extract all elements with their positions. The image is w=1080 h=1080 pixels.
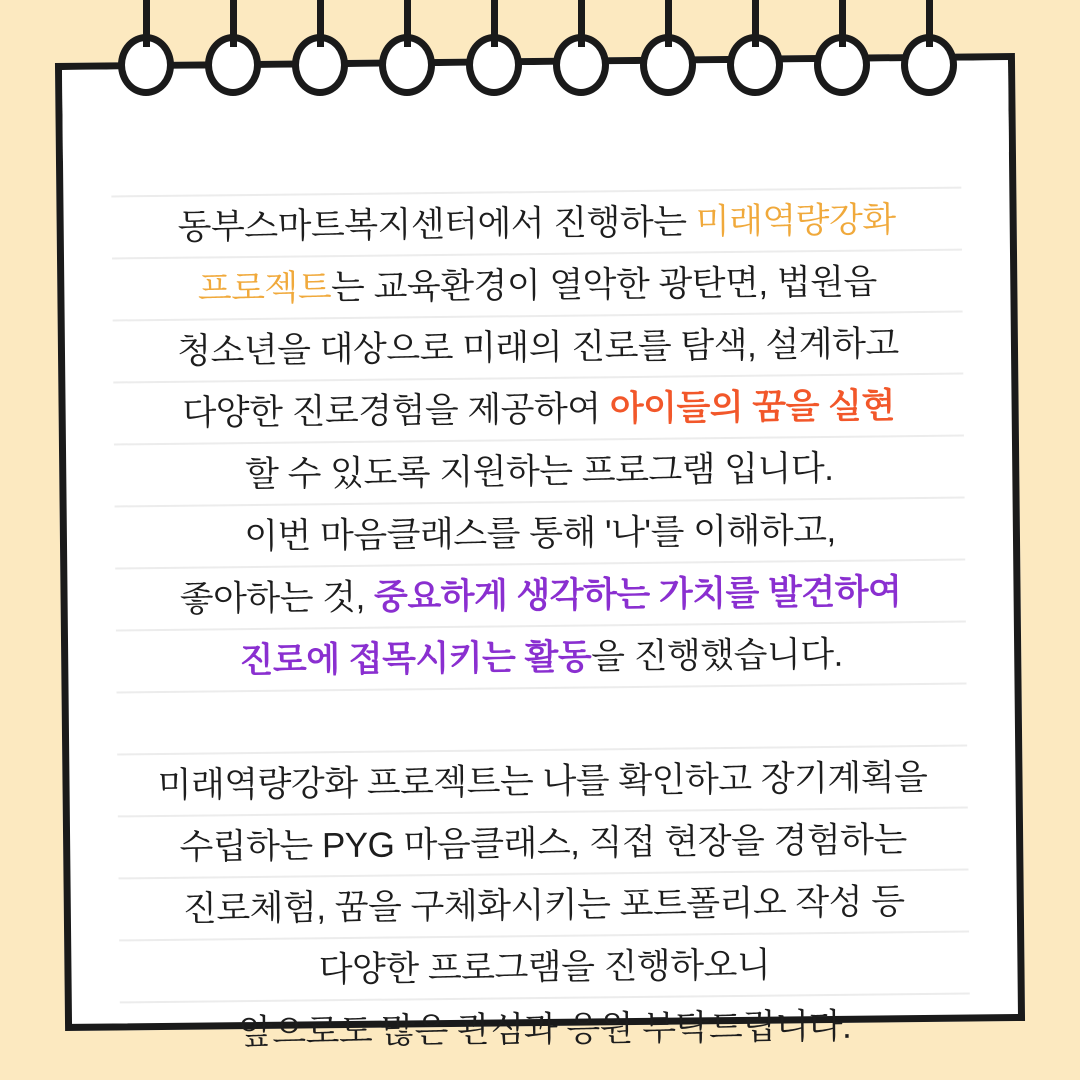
text-line <box>110 808 977 879</box>
text-line <box>107 560 974 631</box>
paragraph-1 <box>103 188 974 693</box>
text-line <box>112 994 979 1065</box>
text-line <box>105 312 972 383</box>
notepad-paper <box>55 53 1025 1053</box>
text-line <box>109 746 976 817</box>
text-line <box>106 436 973 507</box>
text-run: 수립하는 PYG 마음클래스, 직접 현장을 경험하는 <box>179 820 908 867</box>
text-line <box>111 932 978 1003</box>
text-line <box>108 622 975 693</box>
text-run: 진로체험, 꿈을 구체화시키는 포트폴리오 작성 등 <box>182 882 905 929</box>
paragraph-2 <box>109 746 978 1065</box>
highlighted-text-run: 진로에 접목시키는 활동 <box>239 637 592 681</box>
text-run: 동부스마트복지센터에서 진행하는 <box>177 202 696 247</box>
notepad-binding-bar <box>62 60 1009 162</box>
text-run: 앞으로도 많은 관심과 응원 부탁드립니다. <box>238 1006 852 1053</box>
text-line <box>103 188 970 259</box>
text-run: 미래역량강화 프로젝트는 나를 확인하고 장기계획을 <box>157 757 928 806</box>
text-run: 이번 마음클래스를 통해 '나'를 이해하고, <box>243 510 836 557</box>
text-run: 을 진행했습니다. <box>590 634 843 677</box>
text-run: 다양한 진로경험을 제공하여 <box>182 389 611 433</box>
highlighted-text-run: 중요하게 생각하는 가치를 발견하여 <box>373 572 902 617</box>
text-run: 다양한 프로그램을 진행하오니 <box>318 945 771 990</box>
text-run: 좋아하는 것, <box>179 577 375 619</box>
text-run: 할 수 있도록 지원하는 프로그램 입니다. <box>244 448 834 495</box>
text-line <box>107 498 974 569</box>
text-run: 는 교육환경이 열악한 광탄면, 법원읍 <box>330 262 878 308</box>
note-text-body <box>103 188 978 1065</box>
text-line <box>105 374 972 445</box>
highlighted-text-run: 프로젝트 <box>197 268 332 309</box>
text-run: 청소년을 대상으로 미래의 진로를 탐색, 설계하고 <box>176 324 899 371</box>
text-line <box>104 250 971 321</box>
paragraph-spacer <box>109 684 976 755</box>
highlighted-text-run: 미래역량강화 <box>695 200 896 242</box>
highlighted-text-run: 아이들의 꿈을 실현 <box>609 386 895 429</box>
text-line <box>111 870 978 941</box>
